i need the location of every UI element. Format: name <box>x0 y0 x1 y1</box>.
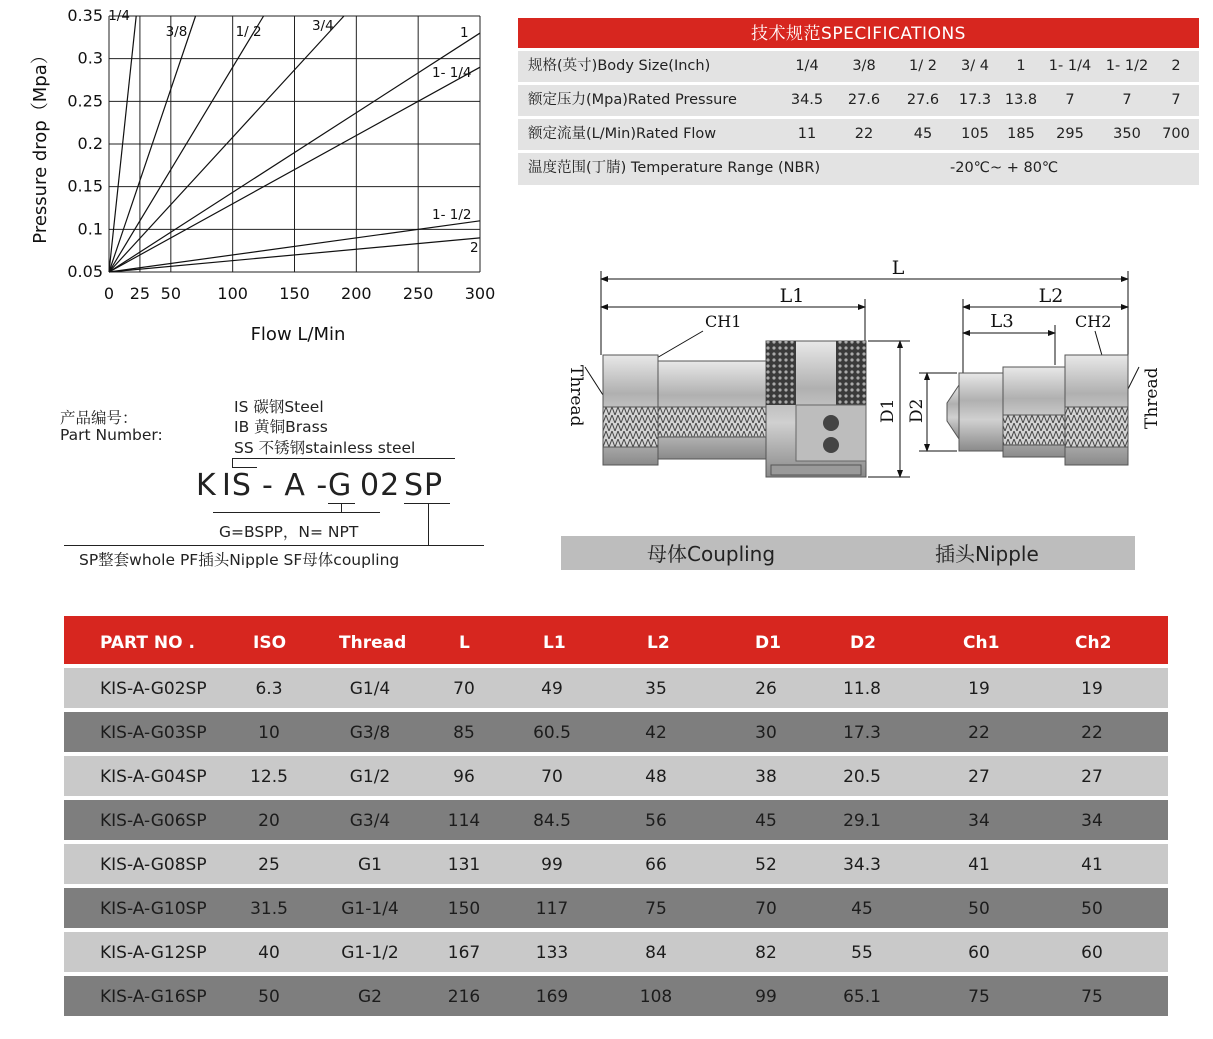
cell-d2: 17.3 <box>843 723 881 743</box>
cell-ch2: 19 <box>1081 679 1103 699</box>
spec-cell: 27.6 <box>847 92 881 108</box>
cell-part-no: KIS-A-G02SP <box>100 679 207 699</box>
dim-l1-label: L1 <box>779 285 805 307</box>
cell-l1: 133 <box>535 943 569 963</box>
cell-l1: 99 <box>541 855 563 875</box>
cell-d2: 29.1 <box>843 811 881 831</box>
table-row <box>64 976 1168 1016</box>
series-label: 3/4 <box>311 18 334 34</box>
cell-part-no: KIS-A-G16SP <box>100 987 207 1007</box>
cell-iso: 40 <box>258 943 280 963</box>
series-label: 1/4 <box>108 8 130 24</box>
cell-iso: 20 <box>258 811 280 831</box>
table-row <box>64 888 1168 928</box>
type-note-line <box>64 545 484 546</box>
cell-l1: 60.5 <box>533 723 571 743</box>
cell-part-no: KIS-A-G03SP <box>100 723 207 743</box>
y-tick-label: 0.25 <box>67 91 103 111</box>
spec-cell: 2 <box>1171 58 1181 74</box>
material-ib: IB 黄铜Brass <box>234 418 328 436</box>
table-row <box>64 844 1168 884</box>
x-tick-label: 0 <box>103 284 115 303</box>
cell-ch2: 34 <box>1081 811 1103 831</box>
cell-d1: 82 <box>755 943 777 963</box>
material-is: IS 碳钢Steel <box>234 398 324 416</box>
type-connector <box>428 503 429 545</box>
cell-ch2: 41 <box>1081 855 1103 875</box>
cell-d2: 34.3 <box>843 855 881 875</box>
cell-ch1: 50 <box>968 899 990 919</box>
spec-cell: 11 <box>797 126 817 142</box>
col-iso: ISO <box>253 633 287 653</box>
cell-part-no: KIS-A-G04SP <box>100 767 207 787</box>
cell-part-no: KIS-A-G06SP <box>100 811 207 831</box>
y-tick-label: 0.2 <box>77 134 103 153</box>
spec-cell: 13.8 <box>1004 92 1038 108</box>
drawing-caption-bar <box>561 536 1135 570</box>
cell-l2: 75 <box>645 899 667 919</box>
cell-ch1: 75 <box>968 987 990 1007</box>
cell-l2: 66 <box>645 855 667 875</box>
spec-cell: 22 <box>854 126 874 142</box>
spec-cell: 1- 1/2 <box>1105 58 1149 74</box>
x-tick-label: 250 <box>402 284 434 303</box>
cell-d2: 11.8 <box>843 679 881 699</box>
cell-part-no: KIS-A-G08SP <box>100 855 207 875</box>
col-ch2: Ch2 <box>1075 633 1112 653</box>
pressure-drop-chart <box>0 0 510 355</box>
spec-cell: 105 <box>961 126 989 142</box>
cell-thread: G1/4 <box>349 679 391 699</box>
chart-grid <box>109 16 480 272</box>
cell-iso: 10 <box>258 723 280 743</box>
thread-label-left: Thread <box>566 365 586 427</box>
cell-l: 131 <box>447 855 481 875</box>
cell-ch2: 75 <box>1081 987 1103 1007</box>
spec-title: 技术规范SPECIFICATIONS <box>518 18 1199 48</box>
chart-y-axis-label: Pressure drop（Mpa） <box>30 46 51 244</box>
cell-d1: 26 <box>755 679 777 699</box>
cell-thread: G1/2 <box>349 767 391 787</box>
series-label: 2 <box>470 239 479 256</box>
caption-nipple: 插头Nipple <box>935 542 1039 566</box>
dim-d2-label: D2 <box>907 398 927 423</box>
series-label: 1- 1/4 <box>432 65 472 82</box>
material-connector <box>232 458 233 467</box>
cell-iso: 25 <box>258 855 280 875</box>
cell-l: 216 <box>447 987 481 1007</box>
series-label: 3/8 <box>165 24 188 40</box>
cell-l1: 49 <box>541 679 563 699</box>
cell-thread: G1-1/4 <box>341 899 399 919</box>
cell-l2: 48 <box>645 767 667 787</box>
cell-l2: 35 <box>645 679 667 699</box>
caption-coupling: 母体Coupling <box>647 542 776 566</box>
cell-iso: 31.5 <box>250 899 288 919</box>
cell-d1: 52 <box>755 855 777 875</box>
type-underline <box>404 503 450 504</box>
cell-d1: 45 <box>755 811 777 831</box>
dim-l2-label: L2 <box>1038 285 1064 307</box>
code-a: - A - <box>262 468 329 503</box>
x-tick-label: 150 <box>279 284 310 303</box>
cell-d1: 30 <box>755 723 777 743</box>
ch2-label: CH2 <box>1075 312 1112 331</box>
series-label: 1 <box>460 25 469 42</box>
col-d2: D2 <box>850 633 876 653</box>
chart-tick-labels <box>67 6 495 303</box>
cell-ch2: 50 <box>1081 899 1103 919</box>
cell-ch1: 60 <box>968 943 990 963</box>
code-thread: G <box>328 468 353 503</box>
table-row <box>64 668 1168 708</box>
spec-cell: 1/4 <box>795 58 819 74</box>
col-ch1: Ch1 <box>963 633 1000 653</box>
x-tick-label: 25 <box>129 284 151 303</box>
ch1-label: CH1 <box>705 312 742 331</box>
cell-l: 150 <box>447 899 481 919</box>
spec-row-rated-flow <box>518 116 1199 150</box>
thread-connector <box>341 503 342 512</box>
cell-ch2: 22 <box>1081 723 1103 743</box>
cell-d2: 45 <box>851 899 873 919</box>
spec-cell: 350 <box>1113 126 1141 142</box>
cell-l: 96 <box>453 767 475 787</box>
spec-cell: 1 <box>1016 58 1026 74</box>
y-tick-label: 0.3 <box>77 48 103 68</box>
spec-label: 规格(英寸)Body Size(Inch) <box>528 58 711 74</box>
thread-note: G=BSPP，N= NPT <box>219 523 359 541</box>
spec-label: 温度范围(丁腈) Temperature Range (NBR) <box>528 160 821 176</box>
col-l: L <box>459 633 470 653</box>
cell-ch1: 34 <box>968 811 990 831</box>
col-part-no: PART NO . <box>100 633 195 653</box>
x-tick-label: 200 <box>341 284 372 303</box>
code-k: K <box>196 468 217 503</box>
cell-l1: 70 <box>541 767 563 787</box>
code-size: 02 <box>360 468 401 503</box>
cell-thread: G3/8 <box>349 723 391 743</box>
spec-row-body-size <box>518 48 1199 82</box>
cell-thread: G1-1/2 <box>341 943 399 963</box>
thread-note-line <box>213 512 380 513</box>
spec-temp-value: -20℃~ + 80℃ <box>950 160 1059 176</box>
cell-l2: 84 <box>645 943 667 963</box>
spec-cell: 7 <box>1171 92 1181 108</box>
cell-d1: 99 <box>755 987 777 1007</box>
spec-cell: 3/8 <box>852 58 876 74</box>
spec-cell: 295 <box>1056 126 1084 142</box>
cell-iso: 50 <box>258 987 280 1007</box>
cell-l: 114 <box>447 811 481 831</box>
part-number-label-cn: 产品编号： <box>60 409 138 427</box>
spec-label: 额定流量(L/Min)Rated Flow <box>528 126 717 142</box>
thread-label-right: Thread <box>1142 367 1162 429</box>
table-row <box>64 756 1168 796</box>
cell-ch2: 27 <box>1081 767 1103 787</box>
spec-cell: 45 <box>913 126 933 142</box>
cell-ch2: 60 <box>1081 943 1103 963</box>
dim-l3-label: L3 <box>990 311 1014 332</box>
cell-d2: 65.1 <box>843 987 881 1007</box>
cell-l1: 84.5 <box>533 811 571 831</box>
cell-thread: G2 <box>358 987 382 1007</box>
cell-d1: 70 <box>755 899 777 919</box>
chart-x-axis-label: Flow L/Min <box>250 324 346 345</box>
spec-cell: 3/ 4 <box>961 58 989 74</box>
coupling-body <box>603 341 866 477</box>
cell-ch1: 22 <box>968 723 990 743</box>
cell-ch1: 27 <box>968 767 990 787</box>
spec-row-temperature <box>518 150 1199 185</box>
cell-l1: 117 <box>535 899 569 919</box>
y-tick-label: 0.35 <box>67 6 103 25</box>
part-number-label-en: Part Number: <box>60 426 163 444</box>
cell-part-no: KIS-A-G12SP <box>100 943 207 963</box>
spec-cell: 7 <box>1065 92 1075 108</box>
y-tick-label: 0.1 <box>77 219 103 239</box>
table-row <box>64 712 1168 752</box>
spec-cell: 1/ 2 <box>909 58 937 74</box>
spec-cell: 7 <box>1122 92 1132 108</box>
spec-cell: 700 <box>1162 126 1190 142</box>
type-note: SP整套whole PF插头Nipple SF母体coupling <box>79 551 400 569</box>
coupling-drawing <box>555 255 1162 515</box>
material-underline <box>232 458 455 459</box>
spec-cell: 185 <box>1007 126 1035 142</box>
table-row <box>64 932 1168 972</box>
dim-l-label: L <box>891 257 905 279</box>
spec-label: 额定压力(Mpa)Rated Pressure <box>528 92 737 108</box>
cell-l2: 108 <box>639 987 673 1007</box>
cell-iso: 12.5 <box>250 767 288 787</box>
cell-l: 167 <box>447 943 481 963</box>
code-type: SP <box>404 468 444 503</box>
cell-l: 85 <box>453 723 475 743</box>
spec-cell: 34.5 <box>790 92 824 108</box>
series-label: 1/ 2 <box>235 24 262 40</box>
spec-row-rated-pressure <box>518 82 1199 116</box>
col-d1: D1 <box>755 633 781 653</box>
cell-l2: 42 <box>645 723 667 743</box>
cell-iso: 6.3 <box>255 679 283 699</box>
table-row <box>64 800 1168 840</box>
col-thread: Thread <box>339 633 407 653</box>
spec-cell: 17.3 <box>958 92 992 108</box>
y-tick-label: 0.15 <box>67 176 103 196</box>
spec-cell: 27.6 <box>906 92 940 108</box>
col-l1: L1 <box>543 633 566 653</box>
cell-l1: 169 <box>535 987 569 1007</box>
spec-cell: 1- 1/4 <box>1048 58 1092 74</box>
x-tick-label: 300 <box>464 284 496 303</box>
parts-table <box>64 616 1168 1016</box>
parts-table-header <box>64 616 1168 664</box>
cell-l: 70 <box>453 679 475 699</box>
cell-d2: 55 <box>851 943 873 963</box>
material-ss: SS 不锈钢stainless steel <box>234 439 416 457</box>
specifications-table <box>518 18 1199 185</box>
dim-d1-label: D1 <box>878 398 898 423</box>
chart-series-labels <box>108 8 478 256</box>
parts-table-body <box>64 668 1168 1016</box>
cell-ch1: 41 <box>968 855 990 875</box>
series-label: 1- 1/2 <box>432 206 472 223</box>
cell-part-no: KIS-A-G10SP <box>100 899 207 919</box>
cell-d1: 38 <box>755 767 777 787</box>
cell-d2: 20.5 <box>843 767 881 787</box>
nipple-body <box>947 355 1128 465</box>
code-material: IS <box>222 468 252 503</box>
y-tick-label: 0.05 <box>67 262 103 281</box>
cell-l2: 56 <box>645 811 667 831</box>
cell-ch1: 19 <box>968 679 990 699</box>
cell-thread: G1 <box>358 855 382 875</box>
col-l2: L2 <box>647 633 670 653</box>
cell-thread: G3/4 <box>349 811 391 831</box>
x-tick-label: 100 <box>217 284 248 303</box>
x-tick-label: 50 <box>160 284 182 303</box>
